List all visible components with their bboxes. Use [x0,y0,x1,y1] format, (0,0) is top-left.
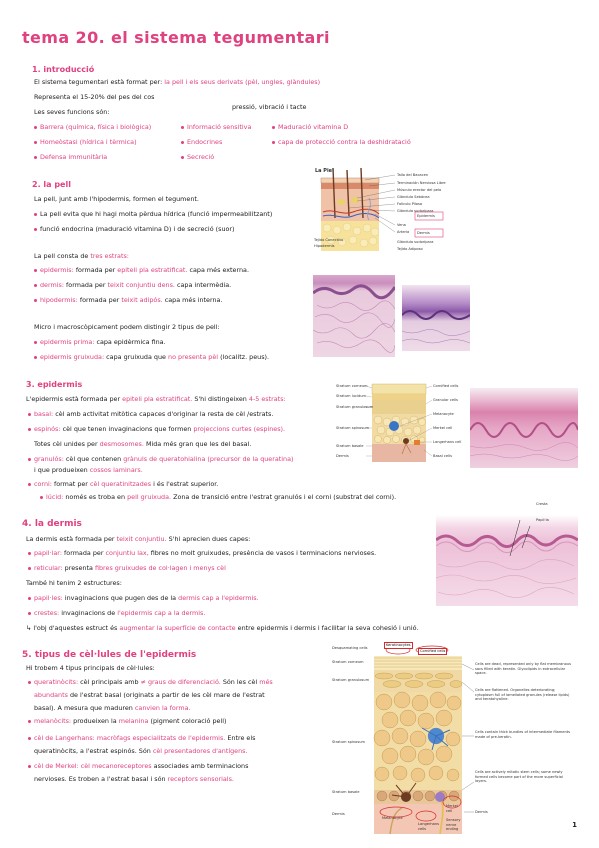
text: només es troba en [65,493,126,501]
layer-label: Stratum corneum [336,384,368,388]
term: corni: [34,480,52,488]
text: capa més interna. [164,296,223,304]
text: capa epidèrmica fina. [96,338,166,346]
skin-diagram [313,168,473,264]
text: cèl que contenen [65,455,122,463]
label-desquamating: Desquamating cells [332,646,368,650]
text: invaginacions de [61,609,116,617]
function-5: Endocrines [187,138,223,146]
sec2-line-4 [34,252,129,261]
bullet [34,141,37,144]
text: Totes cèl unides per [34,440,98,448]
section-4-heading: 4. la dermis [22,519,82,529]
histology-thin-skin [313,275,395,357]
label-merkel: Merkel cell [446,804,458,813]
label-dermis-right: Dermis [475,810,488,814]
histology-thick-texture [402,285,470,351]
page-title: tema 20. el sistema tegumentari [22,28,330,47]
histology-thick-skin [402,285,470,351]
text: cèl que tenen invaginacions que formen [62,425,192,433]
text: capa més externa. [189,266,250,274]
text: de l'estrat basal (originats a partir de les cèl mare de l'estrat [69,691,265,699]
bullet [181,141,184,144]
term: epiteli pla estratificat. [122,395,193,403]
text: L'epidermis està formada per [26,395,121,403]
term: papil·lar: [34,549,62,557]
label-nerve-ending: Sensory nerve ending [446,818,461,831]
bullet [272,141,275,144]
section-2-heading: 2. la pell [32,180,71,189]
text: i és l'estrat superior. [153,480,219,488]
histology-epidermis-texture [470,388,578,468]
bullet [34,284,37,287]
bullet [34,356,37,359]
layer-label: Dermis [336,454,349,458]
function-7: Defensa immunitària [40,153,108,161]
term: macròfags especialitzats de l'epidermis. [96,734,226,742]
layer-label: Stratum lucidum [336,394,367,398]
bullet [34,299,37,302]
term: projeccions curtes (espines). [193,425,286,433]
desc-granulosum: Cells are flattened. Organelles deteriorating; cytoplasm full of lamellated granules (release lipids) and keratohyaline. [475,688,570,701]
term: melanina [118,717,149,725]
term: 4-5 estrats: [248,395,286,403]
term: no presenta pèl [168,353,219,361]
skin-label: Hipodermis [314,244,335,248]
skin-diagram-title: La Piel [315,168,334,174]
cell-label: Granular cells [433,398,458,402]
text: Són les cèl [222,678,258,686]
bullet [181,156,184,159]
text: capa intermèdia. [177,281,232,289]
text: format per [53,480,88,488]
term: lúcid: [46,493,64,501]
page-number: 1 [572,821,577,829]
bullet [28,567,31,570]
text: S'hi aprecien dues capes: [168,535,251,543]
cell-label: Melanocyte [433,412,454,416]
bullet [28,681,31,684]
dermis-label-papilla: Papil·la [536,518,549,522]
term: cèl mecanoreceptores [80,762,152,770]
skin-label: Vena [397,223,406,227]
term: cèl de Merkel: [34,762,79,770]
skin-type-thin [40,338,166,347]
term: desmosomes. [99,440,144,448]
sec1-line-2: Representa el 15-20% del pes del cos [34,93,155,101]
histology-dermis [436,500,578,606]
sec1-line-1 [34,78,320,87]
label-stratum-granulosum: Stratum granulosum [332,678,370,682]
function-1: Barrera (química, física i biològica) [40,123,152,131]
layer-label: Stratum granulosum [336,405,374,409]
text: Zona de transició entre l'estrat granulós i el corni (substrat del corni). [173,493,397,501]
text: cèl amb activitat mitòtica capaces d'originar la resta de cèl /estrats. [55,410,274,418]
bullet [28,483,31,486]
term: més [259,678,273,686]
term: teixit conjuntiu. [116,535,167,543]
term: cèl de Langerhans: [34,734,95,742]
term: l'epidermis cap a la dermis. [117,609,206,617]
term: papil·les: [34,594,63,602]
cell-type-melanocits [34,717,227,726]
term: teixit adipós. [121,296,163,304]
sec1-line-3: Les seves funcions són: [34,108,110,116]
term: epidermis: [40,266,74,274]
skin-label: Músculo erector del pelo [397,188,442,192]
sec2-line-3: funció endocrina (maduració vitamina D) i de secreció (suor) [40,225,235,233]
term: conjuntiu lax, [105,549,149,557]
dermis-layer-reticular [34,564,226,573]
desc-spinosum: Cells contain thick bundles of intermediate filaments made of pre-keratin. [475,730,571,739]
function-3: Maduració vitamina D [278,123,349,131]
section-1-heading: 1. introducció [32,65,95,74]
term: espinós: [34,425,61,433]
sec5-line-1: Hi trobem 4 tipus principals de cèl·lules: [26,664,155,672]
skin-label: Tallo del Bacacen [397,173,429,177]
text: presenta [64,564,93,572]
term: grànuls de queratohialina (precursor de la queratina) [123,455,294,463]
text: formada per [75,266,116,274]
cell-type-merkel [34,762,248,771]
term: hipodermis: [40,296,78,304]
skin-diagram-svg [313,168,473,264]
bullet [28,552,31,555]
function-4: Homeòstasi (hídrica i tèrmica) [40,138,137,146]
sec1-line-3b: pressió, vibració i tacte [232,103,307,111]
structure-crestes [34,609,205,618]
sec4-line-2: També hi tenim 2 estructures: [26,579,122,587]
term: reticular: [34,564,63,572]
label-cornified: Cornified cells [420,649,446,653]
stratum-granulos [34,455,294,464]
skin-type-thick [40,353,269,362]
text: S'hi distingeixen [194,395,247,403]
term: epiteli pla estratificat. [117,266,188,274]
text: queratinòcits, a l'estrat espinós. Són [34,747,151,755]
desc-corneum: Cells are dead, represented only by flat membranous sacs filled with keratin. Glycolipids in extracellular space. [475,662,571,675]
text: entre epidermis i dermis i facilitar la seva cohesió i unió. [237,624,419,632]
bullet [34,156,37,159]
bullet [28,737,31,740]
skin-label: Glándula Sebácea [397,195,430,199]
skin-label: Tejido Conectivo [314,238,344,242]
text: i que produeixen [34,466,88,474]
term: epidermis prima: [40,338,95,346]
text: cèl principals amb [80,678,139,686]
function-8: Secreció [187,153,215,161]
label-stratum-basale: Stratum basale [332,790,360,794]
histology-epidermis [470,388,578,468]
cell-label: Basal cells [433,454,452,458]
term: melanòcits: [34,717,72,725]
term: epidermis gruixuda: [40,353,105,361]
layer-label: Stratum spinosum [336,426,369,430]
text: fibres no molt gruixudes, presència de vasos i terminacions nervioses. [150,549,377,557]
text: formada per [66,281,106,289]
text: ↳ l'obj d'aquestes estruct és [26,624,118,632]
text: produeixen la [73,717,117,725]
cell-types-diagram [332,640,580,836]
bullet [34,341,37,344]
label-melanocyte: Melanocyte [382,816,403,820]
stratum-epidermis [40,266,249,275]
term: basal: [34,410,54,418]
dermis-label-cresta: Cresta [536,502,548,506]
text: formada per [79,296,120,304]
queratinocits-cont-2 [34,704,191,713]
term: queratinòcits: [34,678,79,686]
text: basal). A mesura que maduren [34,704,133,712]
sec3-line-1 [26,395,286,404]
sec2-line-5: Micro i macroscòpicament podem distingir 2 tipus de pell: [34,323,220,331]
skin-label-epidermis: Epidermis [417,214,435,218]
term: granulós: [34,455,64,463]
epidermis-layers-diagram [336,380,462,466]
skin-label: Arteria [397,230,410,234]
stratum-hipodermis [40,296,222,305]
langerhans-cont [34,747,248,756]
stratum-espinos [34,425,285,434]
text: Entre els [227,734,256,742]
text: capa gruixuda que [106,353,166,361]
term: dermis: [40,281,64,289]
term: crestes: [34,609,60,617]
sec2-l4a: La pell consta de [34,252,89,260]
label-langerhans: Langerhans cells [418,822,440,831]
text: nervioses. Es troben a l'estrat basal i són [34,775,166,783]
cell-label: Merkel cell [433,426,453,430]
skin-label: Folículo Piloso [397,202,423,206]
term: cèl presentadores d'antígens. [152,747,248,755]
bullet [28,597,31,600]
stratum-dermis [40,281,231,290]
term: cèl queratinitzades [90,480,152,488]
histology-dermis-texture [436,500,578,606]
queratinocits-cont-1 [34,691,265,700]
label-keratinocytes: Keratinocytes [386,643,411,647]
label-stratum-corneum: Stratum corneum [332,660,364,664]
dermis-layer-papillar [34,549,376,558]
term: dermis cap a l'epidermis. [178,594,259,602]
bullet [34,228,37,231]
text: (localitz. peus). [220,353,270,361]
sec2-line-1: La pell, junt amb l'hipodermis, formen el tegument. [34,195,199,203]
merkel-cont [34,775,234,784]
stratum-lucid [46,493,396,502]
histology-thin-texture [313,275,395,357]
term: receptors sensorials. [167,775,234,783]
bullet [28,458,31,461]
stratum-granulos-cont [34,466,143,475]
term: canvien la forma. [134,704,191,712]
bullet [28,413,31,416]
cell-type-langerhans [34,734,255,743]
text: La dermis està formada per [26,535,115,543]
skin-label-dermis: Dermis [417,231,430,235]
cell-label: Langerhans cell [433,440,462,444]
text: Mida més gran que les del basal. [145,440,252,448]
stratum-espinos-cont [34,440,251,449]
section-5-heading: 5. tipus de cèl·lules de l'epidermis [22,650,197,660]
structure-papilles [34,594,259,603]
sec2-line-2: La pell evita que hi hagi molta pèrdua hídrica (funció impermeabilitzant) [40,210,273,218]
function-6: capa de protecció contra la deshidratació [278,138,411,146]
term: cossos laminars. [89,466,143,474]
bullet [28,765,31,768]
term: ≠ graus de diferenciació. [140,678,221,686]
cell-type-queratinocits [34,678,273,687]
bullet [28,720,31,723]
sec1-l1a: El sistema tegumentari està format per: [34,78,163,86]
text: formada per [64,549,104,557]
skin-label: Terminación Nerviosa Libre [397,181,446,185]
bullet [28,428,31,431]
bullet [40,496,43,499]
sec1-l1b: la pell i els seus derivats (pèl, ungles, glàndules) [164,78,321,86]
bullet [34,126,37,129]
term: augmentar la superfície de contacte [119,624,236,632]
text: invaginacions que pugen des de la [64,594,177,602]
bullet [34,269,37,272]
skin-label: Glándula sudorípara [397,240,434,244]
function-2: Informació sensitiva [187,123,252,131]
label-stratum-spinosum: Stratum spinosum [332,740,365,744]
term: pell gruixuda. [127,493,172,501]
sec4-line-3 [26,624,418,633]
label-dermis-left: Dermis [332,812,345,816]
layer-label: Stratum basale [336,444,364,448]
sec2-l4b: tres estrats: [90,252,129,260]
cell-label: Cornified cells [433,384,459,388]
skin-label: Glándula sudorípara [397,209,434,213]
bullet [181,126,184,129]
skin-label: Tejido Adiposo [397,247,423,251]
text: associades amb terminacions [153,762,249,770]
stratum-basal [34,410,273,419]
desc-basale: Cells are actively mitotic stem cells; some newly formed cells become part of the more superficial layers. [475,770,563,783]
bullet [272,126,275,129]
section-3-heading: 3. epidermis [26,380,83,389]
term: teixit conjuntiu dens. [107,281,175,289]
sec4-line-1 [26,535,250,544]
term: abundants [34,691,68,699]
term: fibres gruixudes de col·lagen i menys cèl [94,564,226,572]
stratum-corni [34,480,218,489]
bullet [28,612,31,615]
bullet [34,213,37,216]
text: (pigment coloració pell) [150,717,227,725]
